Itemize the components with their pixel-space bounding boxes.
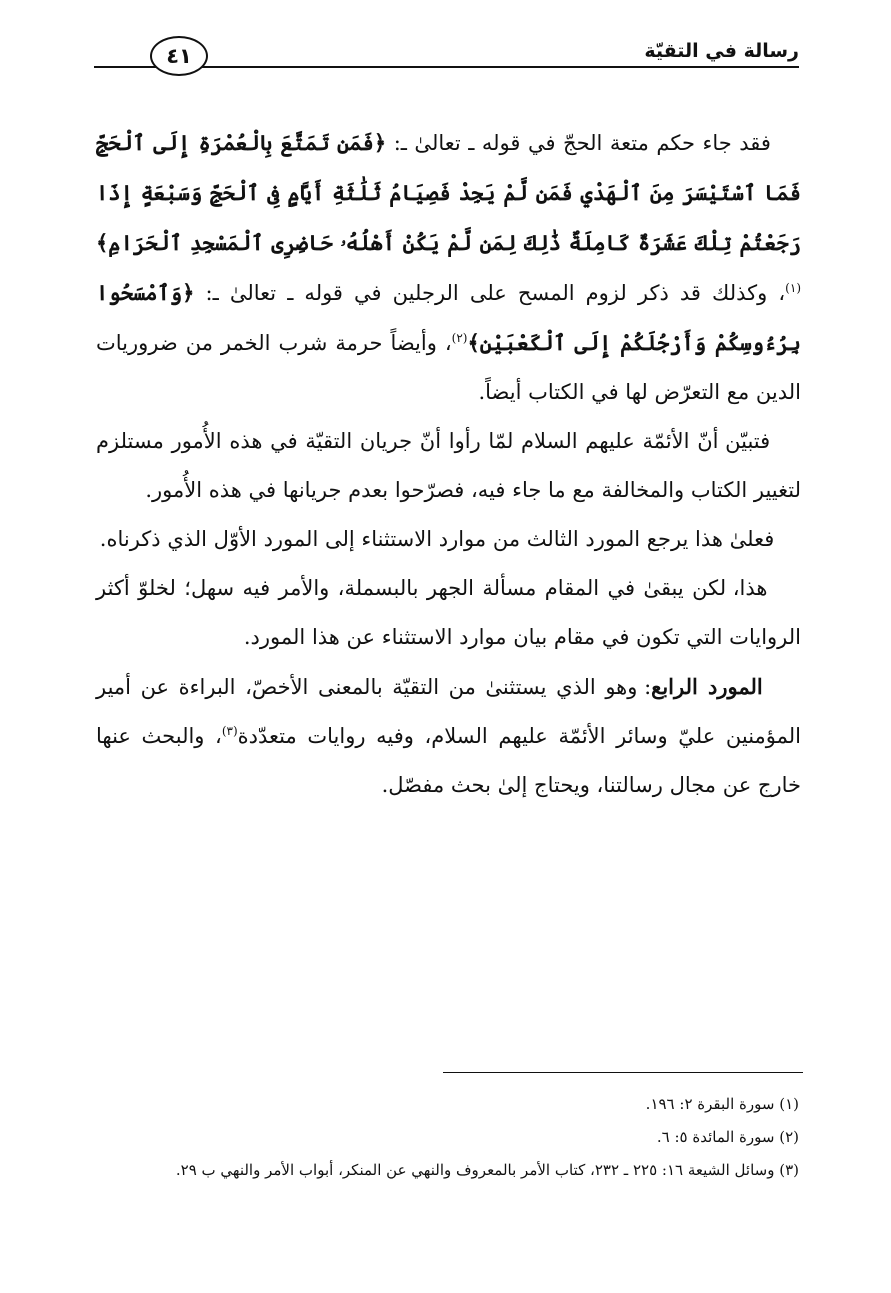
p5-text-1: : وهو الذي يستثنىٰ من التقيّة بالمعنى الأخصّ، البراءة عن أمير المؤمنين عليّ وسائر الأئمّة عليهم السلام، وفيه روايات متعدّدة: [96, 675, 801, 748]
paragraph-4: [96, 564, 801, 662]
p3-text: فعلىٰ هذا يرجع المورد الثالث من موارد الاستثناء إلى المورد الأوّل الذي ذكرناه.: [99, 527, 775, 551]
quran-verse-1: ﴿فَمَن تَمَتَّعَ بِالْعُمْرَةِ إِلَى ٱلْحَجِّ فَمَا ٱسْتَيْسَرَ مِنَ ٱلْهَدْيِ فَمَن لَّمْ يَجِدْ فَصِيَامُ ثَلَٰثَةِ أَيَّامٍ فِى ٱلْحَجِّ وَسَبْعَةٍ إِذَا رَجَعْتُمْ تِلْكَ عَشَرَةٌ كَامِلَةٌ ذَٰلِكَ لِمَن لَّمْ يَكُنْ أَهْلُهُۥ حَاضِرِى ٱلْمَسْجِدِ ٱلْحَرَامِ﴾: [96, 130, 801, 255]
page-number-badge: ٤١: [150, 36, 208, 76]
running-header-title: رسالة في التقيّة: [644, 40, 799, 62]
p4-text: هذا، لكن يبقىٰ في المقام مسألة الجهر بالبسملة، والأمر فيه سهل؛ لخلوّ أكثر الروايات التي تكون في مقام بيان موارد الاستثناء عن هذا المورد.: [96, 576, 801, 649]
footnote-ref-3: (٣): [221, 724, 238, 738]
p5-lead: المورد الرابع: [651, 674, 763, 699]
paragraph-5: [96, 662, 801, 810]
footnotes: [90, 1088, 799, 1187]
p5-text-2: ، والبحث عنها خارج عن مجال رسالتنا، ويحتاج إلىٰ بحث مفصّل.: [96, 724, 801, 797]
footnote-ref-2: (٢): [451, 331, 468, 345]
paragraph-1: [96, 118, 801, 417]
paragraph-2: [96, 417, 801, 515]
p1-end: ، وأيضاً حرمة شرب الخمر من ضروريات الدين مع التعرّض لها في الكتاب أيضاً.: [96, 331, 801, 404]
quran-verse-2: ﴿وَٱمْسَحُوا بِرُءُوسِكُمْ وَأَرْجُلَكُمْ إِلَى ٱلْكَعْبَيْنِ﴾: [96, 280, 801, 355]
p1-mid: ، وكذلك قد ذكر لزوم المسح على الرجلين في قوله ـ تعالىٰ ـ:: [194, 281, 786, 305]
p2-text: فتبيّن أنّ الأئمّة عليهم السلام لمّا رأوا أنّ جريان التقيّة في هذه الأُمور مستلزم لتغيير الكتاب والمخالفة مع ما جاء فيه، فصرّحوا بعدم جريانها في هذه الأُمور.: [96, 429, 801, 502]
paragraph-3: [96, 515, 801, 564]
p1-intro: فقد جاء حكم متعة الحجّ في قوله ـ تعالىٰ ـ:: [386, 131, 771, 155]
footnote-separator: [443, 1072, 803, 1073]
main-text: [96, 118, 801, 810]
footnote-3: (٣) وسائل الشيعة ١٦: ٢٢٥ ـ ٢٣٢، كتاب الأمر بالمعروف والنهي عن المنكر، أبواب الأمر والنهي ب ٢٩.: [175, 1161, 799, 1179]
footnote-2: (٢) سورة المائدة ٥: ٦.: [656, 1128, 799, 1146]
footnote-1: (١) سورة البقرة ٢: ١٩٦.: [645, 1095, 799, 1113]
footnote-ref-1: (١): [785, 281, 801, 295]
